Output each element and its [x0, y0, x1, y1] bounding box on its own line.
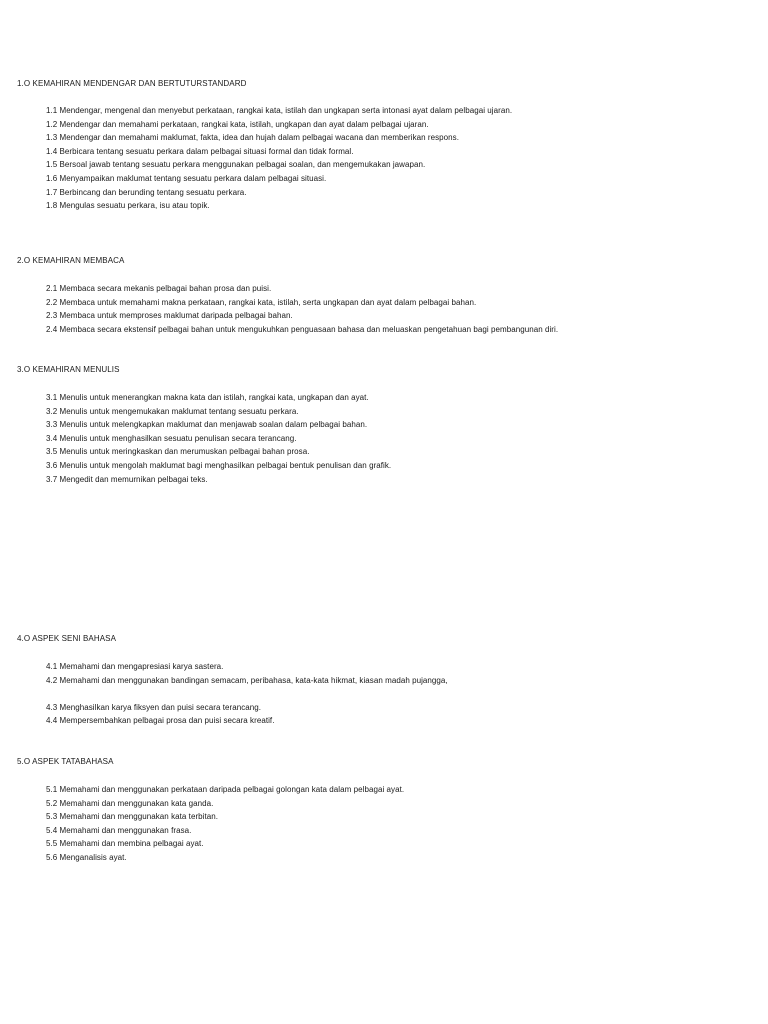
list-item: 3.7 Mengedit dan memurnikan pelbagai teks.	[46, 474, 208, 484]
list-item: 1.2 Mendengar dan memahami perkataan, rangkai kata, istilah, ungkapan dan ayat dalam pelbagai ujaran.	[46, 119, 429, 129]
section-heading-3: 3.O KEMAHIRAN MENULIS	[17, 365, 120, 374]
list-item: 5.2 Memahami dan menggunakan kata ganda.	[46, 798, 214, 808]
section-items-5	[46, 783, 404, 865]
section-heading-4: 4.O ASPEK SENI BAHASA	[17, 634, 117, 643]
list-item: 1.6 Menyampaikan maklumat tentang sesuatu perkara dalam pelbagai situasi.	[46, 173, 327, 183]
section-heading-1: 1.O KEMAHIRAN MENDENGAR DAN BERTUTURSTANDARD	[17, 79, 247, 88]
list-item: 3.5 Menulis untuk meringkaskan dan merumuskan pelbagai bahan prosa.	[46, 447, 310, 457]
list-item: 1.4 Berbicara tentang sesuatu perkara dalam pelbagai situasi formal dan tidak formal.	[46, 146, 354, 156]
section-items-3	[46, 391, 391, 486]
section-items-2	[46, 282, 558, 336]
list-item: 5.3 Memahami dan menggunakan kata terbitan.	[46, 812, 219, 822]
list-item: 5.6 Menganalisis ayat.	[46, 852, 127, 862]
list-item: 4.3 Menghasilkan karya fiksyen dan puisi secara terancang.	[46, 702, 262, 712]
section-heading-5: 5.O ASPEK TATABAHASA	[17, 757, 114, 766]
list-item: 1.1 Mendengar, mengenal dan menyebut perkataan, rangkai kata, istilah dan ungkapan serta intonasi ayat dalam pelbagai ujaran.	[46, 106, 513, 115]
list-item: 4.2 Memahami dan menggunakan bandingan semacam, peribahasa, kata-kata hikmat, kiasan madah pujangga,	[46, 675, 448, 685]
list-item: 5.1 Memahami dan menggunakan perkataan daripada pelbagai golongan kata dalam pelbagai ayat.	[46, 785, 405, 794]
list-item: 5.5 Memahami dan membina pelbagai ayat.	[46, 839, 204, 849]
list-item: 3.4 Menulis untuk menghasilkan sesuatu penulisan secara terancang.	[46, 433, 297, 443]
list-item: 1.7 Berbincang dan berunding tentang sesuatu perkara.	[46, 187, 247, 197]
list-item: 1.3 Mendengar dan memahami maklumat, fakta, idea dan hujah dalam pelbagai wacana dan memberikan respons.	[46, 133, 459, 143]
list-item: 4.1 Memahami dan mengapresiasi karya sastera.	[46, 662, 224, 671]
list-item: 1.5 Bersoal jawab tentang sesuatu perkara menggunakan pelbagai soalan, dan mengemukakan jawapan.	[46, 160, 426, 170]
section-heading-2: 2.O KEMAHIRAN MEMBACA	[17, 256, 125, 265]
list-item: 4.4 Mempersembahkan pelbagai prosa dan puisi secara kreatif.	[46, 716, 275, 726]
section-items-4	[46, 660, 448, 728]
list-item: 3.1 Menulis untuk menerangkan makna kata dan istilah, rangkai kata, ungkapan dan ayat.	[46, 393, 369, 402]
list-item: 2.4 Membaca secara ekstensif pelbagai bahan untuk mengukuhkan penguasaan bahasa dan meluaskan pengetahuan bagi pembangunan diri.	[46, 324, 559, 334]
list-item: 1.8 Mengulas sesuatu perkara, isu atau topik.	[46, 201, 210, 211]
list-item: 3.3 Menulis untuk melengkapkan maklumat dan menjawab soalan dalam pelbagai bahan.	[46, 420, 368, 430]
list-item: 2.2 Membaca untuk memahami makna perkataan, rangkai kata, istilah, serta ungkapan dan ayat dalam pelbagai bahan.	[46, 297, 477, 307]
list-item: 3.2 Menulis untuk mengemukakan maklumat tentang sesuatu perkara.	[46, 406, 299, 416]
list-item: 5.4 Memahami dan menggunakan frasa.	[46, 825, 192, 835]
list-item: 3.6 Menulis untuk mengolah maklumat bagi menghasilkan pelbagai bentuk penulisan dan grafik.	[46, 460, 392, 470]
section-items-1	[46, 104, 512, 213]
list-item: 2.1 Membaca secara mekanis pelbagai bahan prosa dan puisi.	[46, 284, 272, 293]
list-item: 2.3 Membaca untuk memproses maklumat daripada pelbagai bahan.	[46, 311, 293, 321]
